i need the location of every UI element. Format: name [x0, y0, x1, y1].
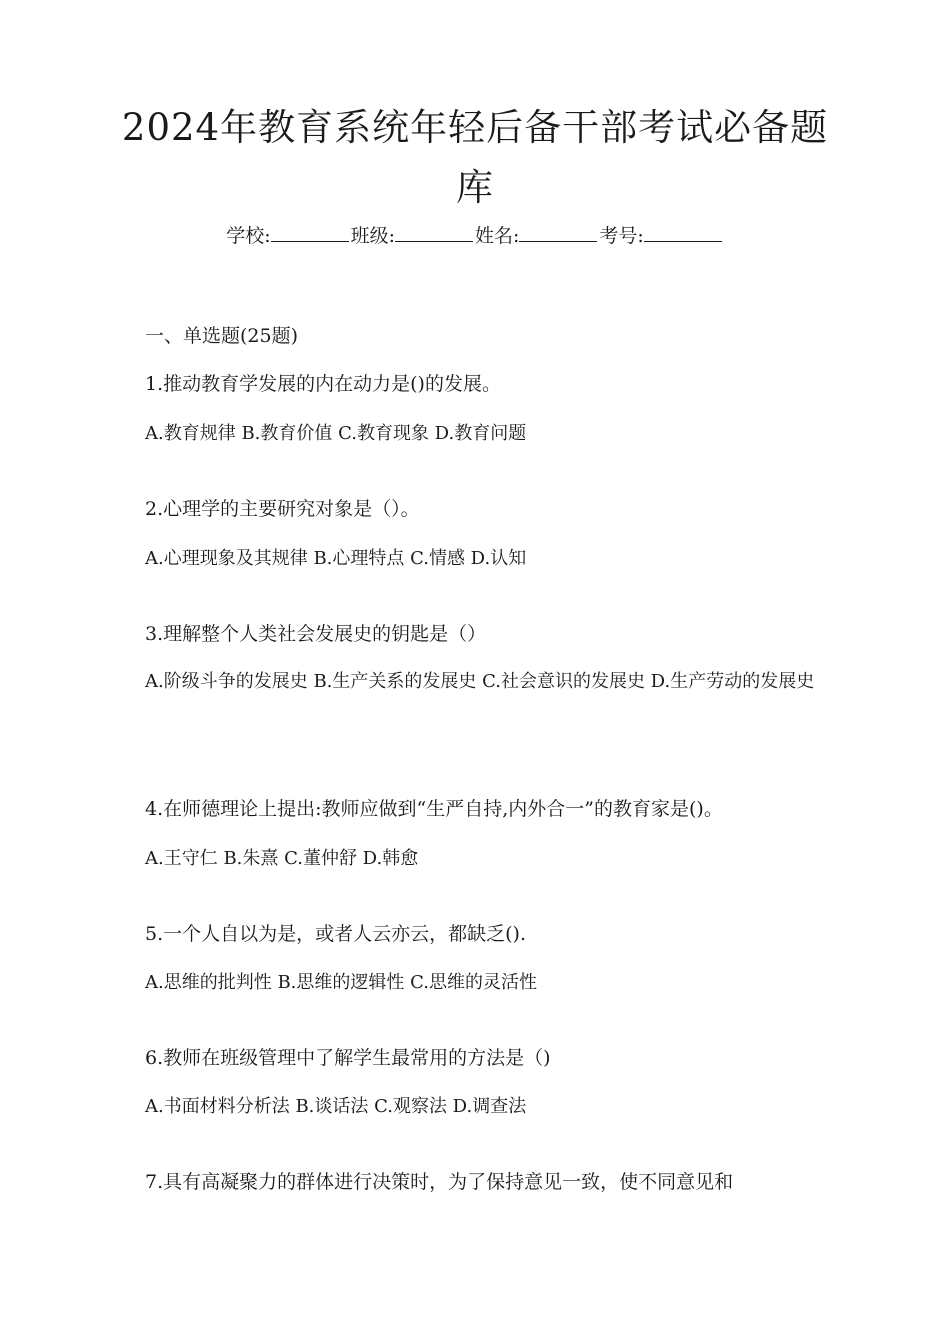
- class-field: [351, 222, 475, 250]
- number-field: [599, 222, 723, 250]
- name-field: [475, 222, 599, 250]
- name-label: 姓名:: [475, 225, 520, 247]
- number-blank: [644, 223, 722, 242]
- question-6-stem: 6.教师在班级管理中了解学生最常用的方法是（): [145, 1047, 551, 1069]
- section-heading: 一、单选题(25题): [145, 325, 299, 347]
- question-4-stem: 4.在师德理论上提出:教师应做到“生严自持,内外合一”的教育家是()。: [145, 798, 723, 820]
- question-3-stem: 3.理解整个人类社会发展史的钥匙是（）: [145, 623, 487, 645]
- question-1-stem: 1.推动教育学发展的内在动力是()的发展。: [145, 373, 501, 395]
- school-blank: [271, 223, 349, 242]
- question-4-options: A.王守仁 B.朱熹 C.董仲舒 D.韩愈: [145, 848, 419, 869]
- number-label: 考号:: [599, 225, 644, 247]
- class-blank: [395, 223, 473, 242]
- question-2-stem: 2.心理学的主要研究对象是（）。: [145, 498, 420, 520]
- question-1-options: A.教育规律 B.教育价值 C.教育现象 D.教育问题: [145, 423, 527, 444]
- question-5-stem: 5.一个人自以为是，或者人云亦云，都缺乏().: [145, 923, 526, 945]
- class-label: 班级:: [350, 225, 395, 247]
- school-field: [226, 222, 350, 250]
- school-label: 学校:: [226, 225, 271, 247]
- student-info-line: [0, 222, 950, 250]
- question-3-options: A.阶级斗争的发展史 B.生产关系的发展史 C.社会意识的发展史 D.生产劳动的发展史: [145, 671, 815, 692]
- question-7-stem: 7.具有高凝聚力的群体进行决策时，为了保持意见一致，使不同意见和: [145, 1171, 734, 1193]
- question-6-options: A.书面材料分析法 B.谈话法 C.观察法 D.调查法: [145, 1096, 527, 1117]
- question-2-options: A.心理现象及其规律 B.心理特点 C.情感 D.认知: [145, 548, 527, 569]
- name-blank: [519, 223, 597, 242]
- document-title: 2024年教育系统年轻后备干部考试必备题库: [121, 106, 829, 209]
- question-5-options: A.思维的批判性 B.思维的逻辑性 C.思维的灵活性: [145, 972, 537, 993]
